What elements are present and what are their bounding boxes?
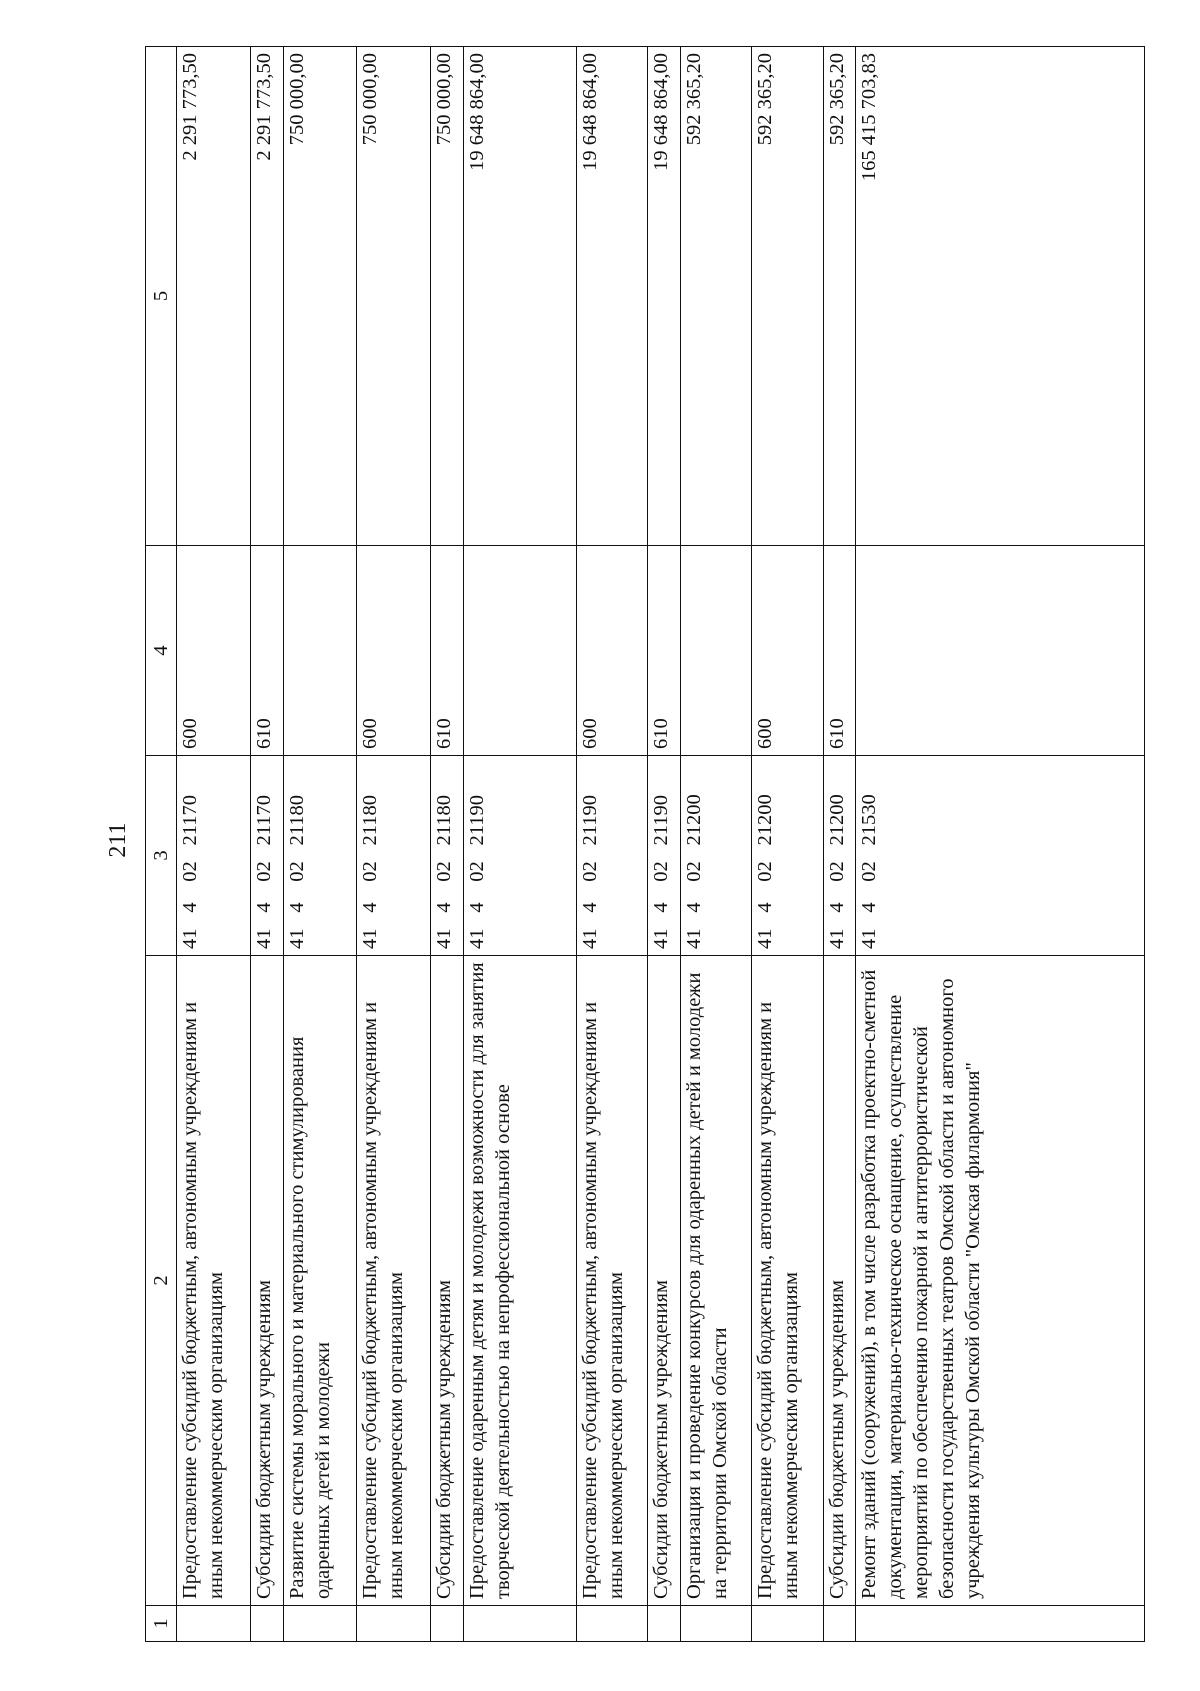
row-number-cell xyxy=(576,1606,648,1642)
row-code-part-4: 21170 xyxy=(177,756,251,852)
row-code-part-3: 02 xyxy=(431,852,464,892)
table-row xyxy=(823,47,856,1642)
row-code-part-1: 41 xyxy=(752,924,824,956)
row-code-part-3: 02 xyxy=(823,852,856,892)
row-name-cell: Предоставление субсидий бюджетным, автономным учреждениям и иным некоммерческим организациям xyxy=(357,956,431,1606)
row-code-part-1: 41 xyxy=(431,924,464,956)
header-col-3: 3 xyxy=(146,756,177,956)
table-row xyxy=(752,47,824,1642)
row-code-part-1: 41 xyxy=(357,924,431,956)
row-amount-cell: 165 415 703,83 xyxy=(856,47,1145,546)
row-name-cell: Субсидии бюджетным учреждениям xyxy=(251,956,284,1606)
row-number-cell xyxy=(357,1606,431,1642)
row-amount-cell: 750 000,00 xyxy=(431,47,464,546)
row-number-cell xyxy=(823,1606,856,1642)
row-code-part-1: 41 xyxy=(463,924,576,956)
row-amount-cell: 592 365,20 xyxy=(752,47,824,546)
header-col-5: 5 xyxy=(146,47,177,546)
row-code-part-3: 02 xyxy=(648,852,681,892)
row-number-cell xyxy=(251,1606,284,1642)
row-code-part-3: 02 xyxy=(856,852,1145,892)
row-code-part-1: 41 xyxy=(648,924,681,956)
row-code-part-2: 4 xyxy=(283,892,357,924)
row-amount-cell: 2 291 773,50 xyxy=(177,47,251,546)
header-col-2: 2 xyxy=(146,956,177,1606)
table-row xyxy=(680,47,752,1642)
page-number: 211 xyxy=(105,822,131,858)
budget-table xyxy=(145,46,1145,1642)
row-expense-type-cell: 600 xyxy=(576,546,648,756)
row-expense-type-cell: 600 xyxy=(177,546,251,756)
row-code-part-4: 21190 xyxy=(576,756,648,852)
row-name-cell: Субсидии бюджетным учреждениям xyxy=(431,956,464,1606)
row-expense-type-cell: 610 xyxy=(648,546,681,756)
row-name-cell: Предоставление одаренным детям и молодежи возможности для занятия творческой деятельностью на непрофессиональной основе xyxy=(463,956,576,1606)
row-name-cell: Предоставление субсидий бюджетным, автономным учреждениям и иным некоммерческим организациям xyxy=(177,956,251,1606)
row-code-part-3: 02 xyxy=(463,852,576,892)
row-code-part-3: 02 xyxy=(251,852,284,892)
row-name-cell: Ремонт зданий (сооружений), в том числе разработка проектно-сметной документации, материально-техническое оснащение, осуществление мероприятий по обеспечению пожарной и антитеррористической безопасности государственных театров Омской области и автономного учреждения культуры Омской области "Омская филармония" xyxy=(856,956,1145,1606)
row-code-part-2: 4 xyxy=(576,892,648,924)
table-row xyxy=(856,47,1145,1642)
table-row xyxy=(357,47,431,1642)
row-code-part-2: 4 xyxy=(431,892,464,924)
row-code-part-1: 41 xyxy=(576,924,648,956)
rotated-table-sheet xyxy=(145,47,1145,1642)
header-col-1: 1 xyxy=(146,1606,177,1642)
row-code-part-2: 4 xyxy=(752,892,824,924)
row-code-part-1: 41 xyxy=(680,924,752,956)
row-code-part-3: 02 xyxy=(357,852,431,892)
row-code-part-4: 21200 xyxy=(823,756,856,852)
row-code-part-1: 41 xyxy=(177,924,251,956)
row-expense-type-cell xyxy=(463,546,576,756)
row-code-part-4: 21530 xyxy=(856,756,1145,852)
row-name-cell: Предоставление субсидий бюджетным, автономным учреждениям и иным некоммерческим организациям xyxy=(752,956,824,1606)
row-amount-cell: 592 365,20 xyxy=(823,47,856,546)
row-code-part-2: 4 xyxy=(251,892,284,924)
row-amount-cell: 19 648 864,00 xyxy=(576,47,648,546)
row-code-part-2: 4 xyxy=(463,892,576,924)
row-expense-type-cell: 600 xyxy=(752,546,824,756)
row-code-part-3: 02 xyxy=(177,852,251,892)
row-name-cell: Субсидии бюджетным учреждениям xyxy=(823,956,856,1606)
row-name-cell: Организация и проведение конкурсов для одаренных детей и молодежи на территории Омской области xyxy=(680,956,752,1606)
row-expense-type-cell: 610 xyxy=(823,546,856,756)
row-amount-cell: 19 648 864,00 xyxy=(648,47,681,546)
row-code-part-4: 21190 xyxy=(463,756,576,852)
row-number-cell xyxy=(680,1606,752,1642)
row-code-part-4: 21200 xyxy=(680,756,752,852)
row-name-cell: Предоставление субсидий бюджетным, автономным учреждениям и иным некоммерческим организациям xyxy=(576,956,648,1606)
row-code-part-1: 41 xyxy=(251,924,284,956)
row-number-cell xyxy=(856,1606,1145,1642)
row-name-cell: Развитие системы морального и материального стимулирования одаренных детей и молодежи xyxy=(283,956,357,1606)
row-code-part-2: 4 xyxy=(648,892,681,924)
table-row xyxy=(251,47,284,1642)
row-code-part-3: 02 xyxy=(752,852,824,892)
row-amount-cell: 750 000,00 xyxy=(357,47,431,546)
row-code-part-4: 21180 xyxy=(431,756,464,852)
row-expense-type-cell xyxy=(680,546,752,756)
row-expense-type-cell: 610 xyxy=(431,546,464,756)
row-amount-cell: 2 291 773,50 xyxy=(251,47,284,546)
table-row xyxy=(463,47,576,1642)
row-expense-type-cell xyxy=(856,546,1145,756)
row-expense-type-cell: 610 xyxy=(251,546,284,756)
row-code-part-4: 21180 xyxy=(283,756,357,852)
row-name-cell: Субсидии бюджетным учреждениям xyxy=(648,956,681,1606)
table-row xyxy=(576,47,648,1642)
row-code-part-1: 41 xyxy=(283,924,357,956)
row-code-part-2: 4 xyxy=(177,892,251,924)
table-row xyxy=(177,47,251,1642)
row-code-part-2: 4 xyxy=(823,892,856,924)
row-code-part-3: 02 xyxy=(283,852,357,892)
row-amount-cell: 19 648 864,00 xyxy=(463,47,576,546)
row-number-cell xyxy=(648,1606,681,1642)
row-code-part-1: 41 xyxy=(823,924,856,956)
row-number-cell xyxy=(752,1606,824,1642)
row-amount-cell: 592 365,20 xyxy=(680,47,752,546)
table-row xyxy=(283,47,357,1642)
row-code-part-2: 4 xyxy=(680,892,752,924)
row-number-cell xyxy=(431,1606,464,1642)
header-col-4: 4 xyxy=(146,546,177,756)
row-code-part-4: 21180 xyxy=(357,756,431,852)
row-code-part-2: 4 xyxy=(856,892,1145,924)
row-code-part-3: 02 xyxy=(576,852,648,892)
row-number-cell xyxy=(283,1606,357,1642)
row-expense-type-cell: 600 xyxy=(357,546,431,756)
row-number-cell xyxy=(177,1606,251,1642)
row-code-part-1: 41 xyxy=(856,924,1145,956)
table-row xyxy=(648,47,681,1642)
row-amount-cell: 750 000,00 xyxy=(283,47,357,546)
header-row xyxy=(146,47,177,1642)
row-code-part-4: 21170 xyxy=(251,756,284,852)
row-code-part-4: 21200 xyxy=(752,756,824,852)
row-code-part-4: 21190 xyxy=(648,756,681,852)
row-code-part-2: 4 xyxy=(357,892,431,924)
row-expense-type-cell xyxy=(283,546,357,756)
table-row xyxy=(431,47,464,1642)
row-code-part-3: 02 xyxy=(680,852,752,892)
row-number-cell xyxy=(463,1606,576,1642)
